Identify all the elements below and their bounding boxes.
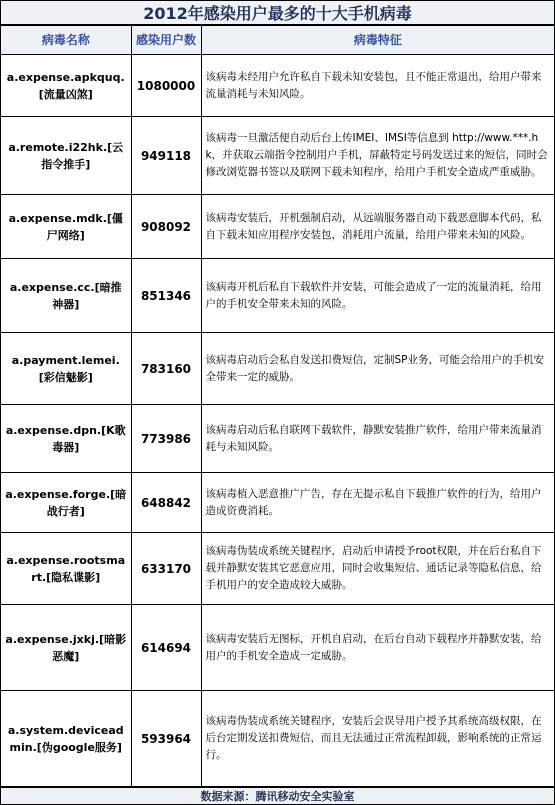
virus-feature: 该病毒伪装成系统关键程序，安装后会误导用户授予其系统高级权限，在后台定期发送扣费短信，而且无法通过正常流程卸载，影响系统的正常运行。 [201, 691, 554, 787]
virus-feature: 该病毒启动后私自联网下载软件，静默安装推广软件，给用户带来流量消耗与未知风险。 [201, 405, 554, 473]
virus-name: a.expense.rootsmart.[隐私谍影] [1, 533, 131, 605]
table-title: 2012年感染用户最多的十大手机病毒 [1, 1, 554, 25]
virus-feature: 该病毒植入恶意推广广告，存在无提示私自下载推广软件的行为，给用户造成资费消耗。 [201, 473, 554, 533]
virus-name: a.expense.apkquq.[流量凶煞] [1, 55, 131, 117]
virus-feature: 该病毒未经用户允许私自下载未知安装包，且不能正常退出，给用户带来流量消耗与未知风险。 [201, 55, 554, 117]
table-row [1, 117, 554, 195]
table-row [1, 259, 554, 333]
virus-name: a.expense.jxkj.[暗影恶魔] [1, 605, 131, 691]
virus-feature: 该病毒一旦激活便自动后台上传IMEI、IMSI等信息到 http://www.***.hk，并获取云端指令控制用户手机，屏蔽特定号码发送过来的短信，同时会修改浏览器书签以及联网下载未知程序，给用户手机安全造成严重威胁。 [201, 117, 554, 195]
virus-feature: 该病毒开机后私自下载软件并安装，可能会造成了一定的流量消耗，给用户的手机安全带来未知的风险。 [201, 259, 554, 333]
virus-feature: 该病毒安装后，开机强制启动，从远端服务器自动下载恶意脚本代码，私自下载未知应用程序安装包，消耗用户流量，给用户带来未知的风险。 [201, 195, 554, 259]
infected-count: 648842 [131, 473, 201, 533]
virus-name: a.expense.dpn.[K歌毒器] [1, 405, 131, 473]
virus-feature: 该病毒伪装成系统关键程序，启动后申请授予root权限，并在后台私自下载并静默安装其它恶意应用，同时会收集短信、通话记录等隐私信息，给手机用户的安全造成较大威胁。 [201, 533, 554, 605]
table-row [1, 333, 554, 405]
infected-count: 773986 [131, 405, 201, 473]
virus-feature: 该病毒启动后会私自发送扣费短信，定制SP业务，可能会给用户的手机安全带来一定的威胁。 [201, 333, 554, 405]
virus-name: a.remote.i22hk.[云指令推手] [1, 117, 131, 195]
infected-count: 908092 [131, 195, 201, 259]
header-feature: 病毒特征 [201, 26, 554, 55]
table-row [1, 473, 554, 533]
infected-count: 633170 [131, 533, 201, 605]
virus-feature: 该病毒安装后无图标，开机自启动，在后台自动下载程序并静默安装，给用户的手机安全造成一定威胁。 [201, 605, 554, 691]
infected-count: 593964 [131, 691, 201, 787]
virus-name: a.system.deviceadmin.[伪google服务] [1, 691, 131, 787]
table-row [1, 533, 554, 605]
data-source-footer: 数据来源：腾讯移动安全实验室 [1, 787, 554, 804]
table-row [1, 195, 554, 259]
infected-count: 614694 [131, 605, 201, 691]
header-row [1, 26, 554, 55]
table-row [1, 691, 554, 787]
table-row [1, 55, 554, 117]
infected-count: 1080000 [131, 55, 201, 117]
virus-name: a.payment.lemei.[彩信魅影] [1, 333, 131, 405]
table-row [1, 405, 554, 473]
infected-count: 851346 [131, 259, 201, 333]
virus-name: a.expense.mdk.[僵尸网络] [1, 195, 131, 259]
virus-name: a.expense.forge.[暗战行者] [1, 473, 131, 533]
header-name: 病毒名称 [1, 26, 131, 55]
table-row [1, 605, 554, 691]
header-count: 感染用户数 [131, 26, 201, 55]
virus-table [1, 25, 554, 787]
infected-count: 949118 [131, 117, 201, 195]
virus-name: a.expense.cc.[暗推神器] [1, 259, 131, 333]
infected-count: 783160 [131, 333, 201, 405]
